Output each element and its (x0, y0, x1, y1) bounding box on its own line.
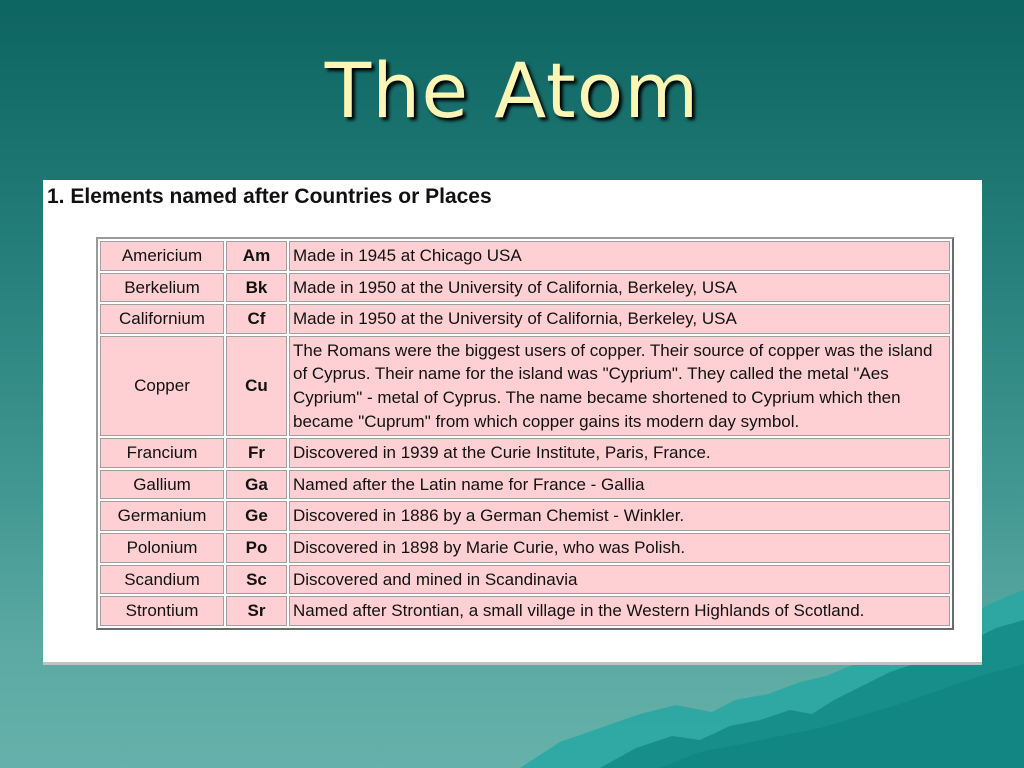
element-symbol-cell: Sc (226, 565, 287, 595)
element-description-cell: Made in 1950 at the University of California, Berkeley, USA (289, 304, 950, 334)
slide-title: The Atom (324, 46, 700, 135)
element-symbol-cell: Bk (226, 273, 287, 303)
table-row (100, 596, 950, 626)
table-row (100, 470, 950, 500)
element-name-cell: Californium (100, 304, 224, 334)
elements-table-frame (96, 237, 954, 630)
table-row (100, 304, 950, 334)
element-description-cell: The Romans were the biggest users of copper. Their source of copper was the island of Cyprus. Their name for the island was "Cyprium". They called the metal "Aes Cyprium" - metal of Cyprus. The name became shortened to Cyprium which then became "Cuprum" from which copper gains its modern day symbol. (289, 336, 950, 436)
element-name-cell: Scandium (100, 565, 224, 595)
element-description-cell: Made in 1950 at the University of California, Berkeley, USA (289, 273, 950, 303)
element-symbol-cell: Am (226, 241, 287, 271)
table-row (100, 336, 950, 436)
element-description-cell: Discovered in 1886 by a German Chemist - Winkler. (289, 501, 950, 531)
element-symbol-cell: Cf (226, 304, 287, 334)
table-row (100, 501, 950, 531)
element-name-cell: Polonium (100, 533, 224, 563)
element-symbol-cell: Ga (226, 470, 287, 500)
table-row (100, 533, 950, 563)
section-heading: 1. Elements named after Countries or Places (47, 185, 492, 208)
element-description-cell: Named after Strontian, a small village in the Western Highlands of Scotland. (289, 596, 950, 626)
elements-table-body (100, 241, 950, 626)
element-name-cell: Francium (100, 438, 224, 468)
element-description-cell: Made in 1945 at Chicago USA (289, 241, 950, 271)
element-name-cell: Americium (100, 241, 224, 271)
element-description-cell: Discovered in 1939 at the Curie Institute, Paris, France. (289, 438, 950, 468)
element-name-cell: Gallium (100, 470, 224, 500)
elements-table (98, 239, 952, 628)
element-name-cell: Copper (100, 336, 224, 436)
element-symbol-cell: Cu (226, 336, 287, 436)
element-name-cell: Strontium (100, 596, 224, 626)
element-symbol-cell: Po (226, 533, 287, 563)
table-row (100, 438, 950, 468)
table-row (100, 273, 950, 303)
element-name-cell: Germanium (100, 501, 224, 531)
element-description-cell: Discovered and mined in Scandinavia (289, 565, 950, 595)
element-symbol-cell: Fr (226, 438, 287, 468)
table-row (100, 241, 950, 271)
content-panel (43, 180, 982, 665)
table-row (100, 565, 950, 595)
element-name-cell: Berkelium (100, 273, 224, 303)
element-symbol-cell: Sr (226, 596, 287, 626)
element-description-cell: Named after the Latin name for France - Gallia (289, 470, 950, 500)
element-symbol-cell: Ge (226, 501, 287, 531)
element-description-cell: Discovered in 1898 by Marie Curie, who was Polish. (289, 533, 950, 563)
